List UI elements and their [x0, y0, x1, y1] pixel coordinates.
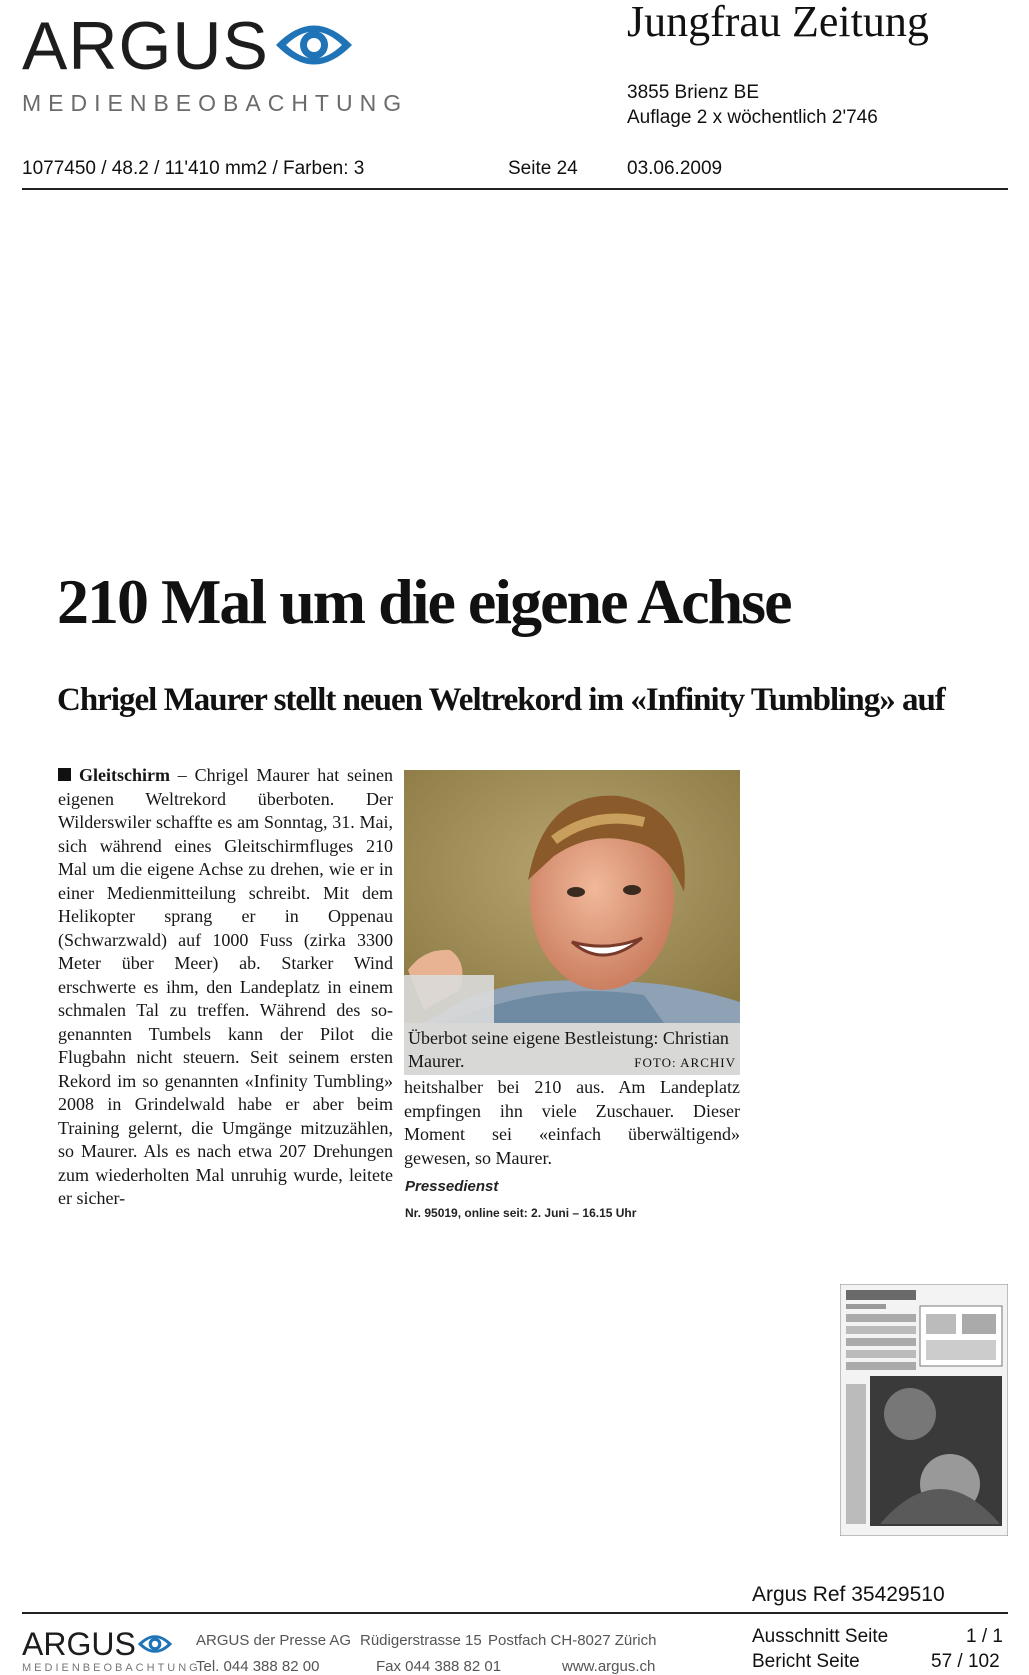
article-number: Nr. 95019, online seit: 2. Juni – 16.15 Uhr [405, 1206, 637, 1220]
page-number: Seite 24 [508, 158, 578, 179]
article-source: Pressedienst [405, 1178, 499, 1195]
footer-street: Rüdigerstrasse 15 [360, 1632, 482, 1649]
article-subheadline: Chrigel Maurer stellt neuen Weltrekord im «Infinity Tumbling» auf [57, 682, 945, 718]
footer-postbox: Postfach CH-8027 Zürich [488, 1632, 657, 1649]
argus-logo-text: ARGUS [22, 8, 269, 84]
argus-reference: Argus Ref 35429510 [752, 1583, 945, 1606]
clip-page-value: 1 / 1 [966, 1626, 1003, 1647]
bullet-marker-icon [58, 768, 71, 781]
newspaper-circulation: Auflage 2 x wöchentlich 2'746 [627, 107, 878, 128]
footer-logo-text: ARGUS [22, 1626, 136, 1662]
footer-divider [22, 1612, 1008, 1614]
footer-company: ARGUS der Presse AG [196, 1632, 352, 1649]
footer-phone: Tel. 044 388 82 00 [196, 1658, 320, 1675]
argus-logo-subtitle: MEDIENBEOBACHTUNG [22, 90, 409, 116]
newspaper-name: Jungfrau Zeitung [627, 0, 929, 46]
report-page-label: Bericht Seite [752, 1651, 860, 1672]
page-thumbnail [840, 1284, 1008, 1536]
article-body-left [58, 764, 393, 1211]
article-headline: 210 Mal um die eigene Achse [57, 566, 791, 637]
footer-fax: Fax 044 388 82 01 [376, 1658, 502, 1675]
clip-page-label: Ausschnitt Seite [752, 1626, 889, 1647]
clip-meta: 1077450 / 48.2 / 11'410 mm2 / Farben: 3 [22, 158, 365, 179]
argus-eye-logo-icon [272, 14, 356, 76]
article-body-right: heitshalber bei 210 aus. Am Landeplatz empfingen ihn viele Zuschauer. Dieser Moment sei «einfach überwältigend» gewesen, so Maurer. [404, 1077, 740, 1168]
newspaper-location: 3855 Brienz BE [627, 82, 760, 103]
footer-eye-logo-icon [136, 1630, 174, 1658]
photo-credit: FOTO: ARCHIV [634, 1055, 736, 1070]
publication-date: 03.06.2009 [627, 158, 723, 179]
footer-logo-subtitle: MEDIENBEOBACHTUNG [22, 1662, 201, 1674]
article-lead: Gleitschirm [79, 765, 170, 785]
report-page-value: 57 / 102 [931, 1651, 1000, 1672]
header-divider [22, 188, 1008, 190]
photo-caption-box [404, 1023, 740, 1075]
photo-caption: Überbot seine eigene Bestleistung: Christian Maurer. [408, 1028, 729, 1071]
footer-website: www.argus.ch [562, 1658, 656, 1675]
article-body-left-text: – Chrigel Maurer hat seinen eigenen Weltrekord überboten. Der Wilderswiler schaffte es am Sonntag, 31. Mai, sich während eines Gleitschirmfluges 210 Mal um die eigene Achse zu drehen, wie er in einer Medienmitteilung schreibt. Mit dem Helikopter sprang er in Oppenau (Schwarzwald) auf 1000 Fuss (zirka 3300 Meter über Meer) ab. Starker Wind erschwerte es ihm, den Landeplatz in einem schmalen Tal zu treffen. Während des so- genannten Tumbels kann der Pilot die Flugbahn nicht steuern. Seit seinem ersten Rekord im so genannten «Infinity Tumbling» 2008 in Grindelwald habe er aber beim Training gelernt, die Umgänge mitzuzählen, so Maurer. Als es nach etwa 207 Drehungen zum wiederholten Mal unruhig wurde, leitete er sicher- [58, 765, 393, 1208]
article-photo [404, 770, 740, 1023]
